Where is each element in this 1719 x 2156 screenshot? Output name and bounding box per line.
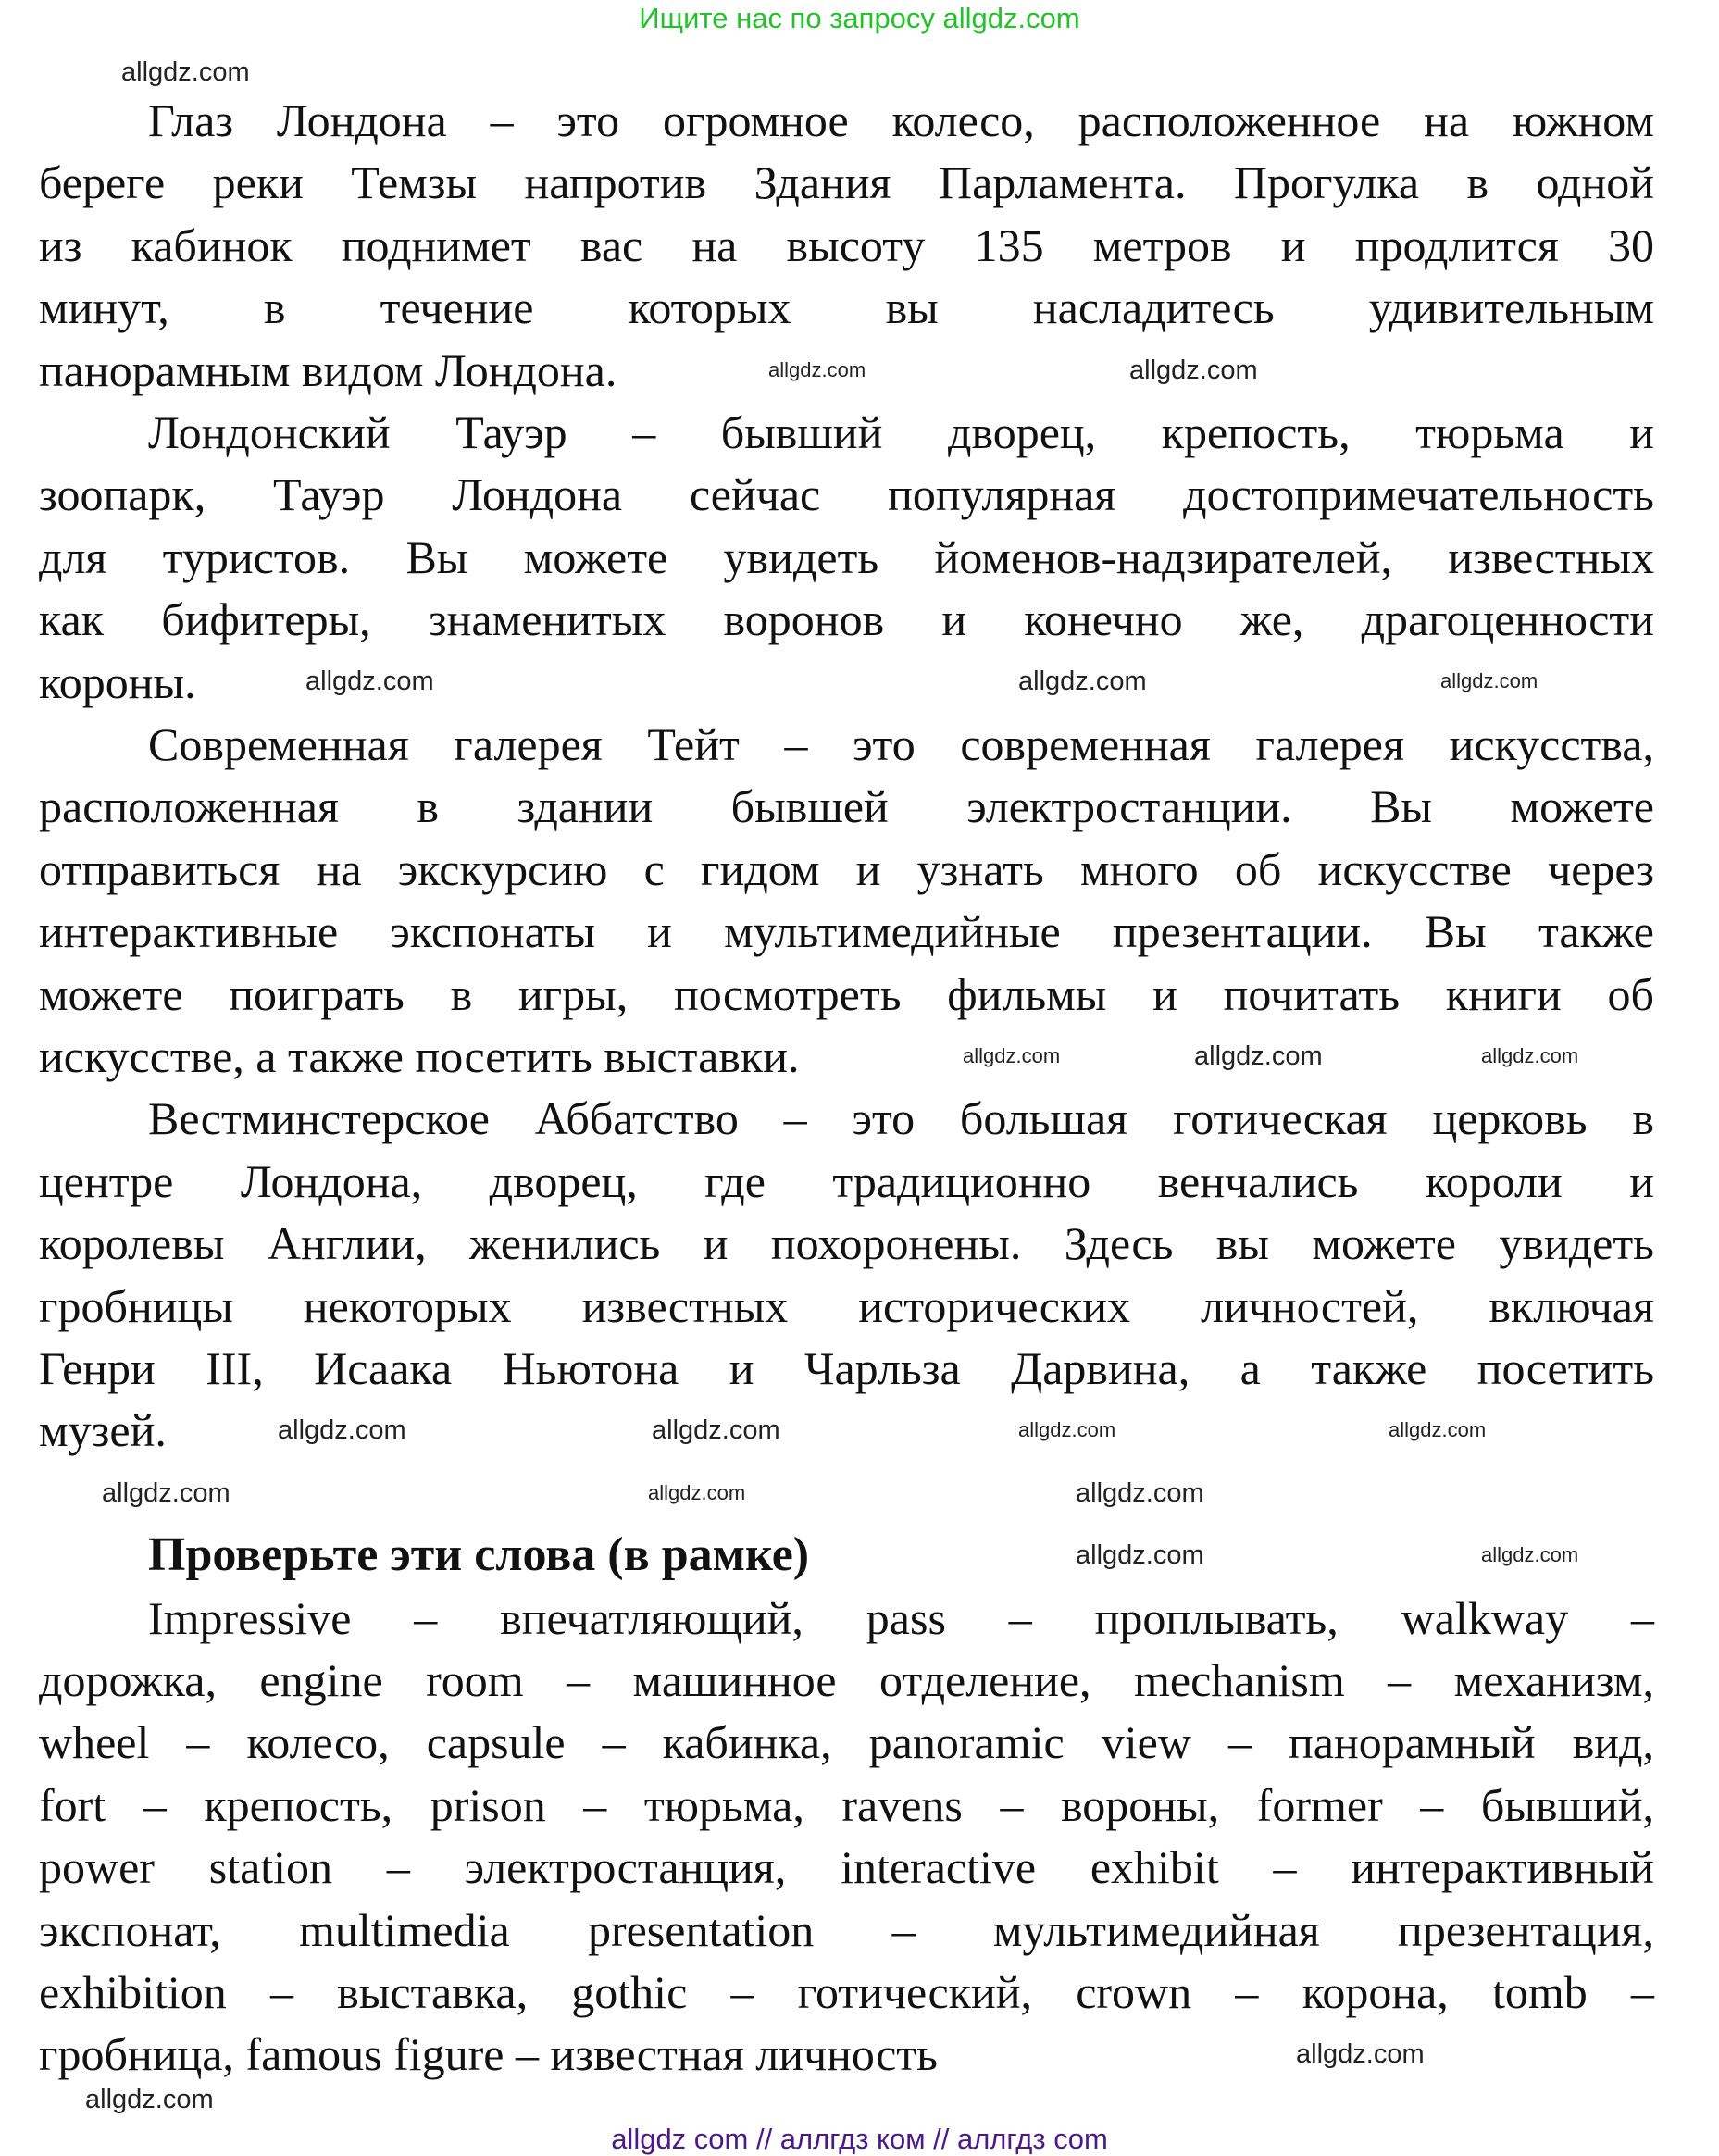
watermark: allgdz.com bbox=[1389, 1418, 1487, 1441]
paragraph-line: расположенная в здании бывшей электростанции. Вы можете bbox=[39, 780, 1654, 833]
vocab-line: гробница, famous figure – известная личность bbox=[39, 2028, 938, 2081]
vocab-line: exhibition – выставка, gothic – готический, crown – корона, tomb – bbox=[39, 1966, 1654, 2018]
watermark: allgdz.com bbox=[278, 1415, 406, 1445]
watermark: allgdz.com bbox=[768, 358, 866, 381]
paragraph-line: можете поиграть в игры, посмотреть фильмы и почитать книги об bbox=[39, 967, 1654, 1020]
paragraph-line: минут, в течение которых вы насладитесь удивительным bbox=[39, 281, 1654, 334]
watermark: allgdz.com bbox=[121, 57, 250, 87]
watermark: allgdz.com bbox=[1194, 1041, 1323, 1071]
paragraph-line: Современная галерея Тейт – это современная галерея искусства, bbox=[148, 718, 1654, 770]
watermark: allgdz.com bbox=[648, 1481, 746, 1504]
bottom-banner: allgdz com // аллгдз ком // аллгдз com bbox=[611, 2123, 1108, 2155]
paragraph-line: искусстве, а также посетить выставки. bbox=[39, 1030, 800, 1082]
paragraph-line: гробницы некоторых известных исторических личностей, включая bbox=[39, 1279, 1654, 1332]
watermark: allgdz.com bbox=[963, 1044, 1061, 1067]
watermark: allgdz.com bbox=[305, 667, 434, 696]
paragraph-line: короны. bbox=[39, 655, 196, 708]
watermark: allgdz.com bbox=[1440, 669, 1538, 692]
watermark: allgdz.com bbox=[652, 1415, 780, 1445]
watermark: allgdz.com bbox=[1129, 355, 1258, 385]
watermark: allgdz.com bbox=[85, 2085, 214, 2114]
paragraph-line: как бифитеры, знаменитых воронов и конечно же, драгоценности bbox=[39, 593, 1654, 646]
paragraph-line: Генри III, Исаака Ньютона и Чарльза Дарвина, а также посетить bbox=[39, 1342, 1654, 1394]
paragraph-line: Вестминстерское Аббатство – это большая готическая церковь в bbox=[148, 1092, 1654, 1145]
top-banner: Ищите нас по запросу allgdz.com bbox=[639, 2, 1080, 34]
vocab-heading: Проверьте эти слова (в рамке) bbox=[148, 1528, 810, 1582]
paragraph-line: Лондонский Тауэр – бывший дворец, крепость, тюрьма и bbox=[148, 406, 1654, 458]
paragraph-line: центре Лондона, дворец, где традиционно венчались короли и bbox=[39, 1154, 1654, 1207]
watermark: allgdz.com bbox=[1296, 2039, 1425, 2069]
paragraph-line: музей. bbox=[39, 1404, 167, 1457]
vocab-line: Impressive – впечатляющий, pass – проплывать, walkway – bbox=[148, 1591, 1654, 1644]
paragraph-line: для туристов. Вы можете увидеть йоменов-надзирателей, известных bbox=[39, 530, 1654, 583]
paragraph-line: панорамным видом Лондона. bbox=[39, 343, 617, 396]
paragraph-line: отправиться на экскурсию с гидом и узнать много об искусстве через bbox=[39, 842, 1654, 895]
paragraph-line: из кабинок поднимет вас на высоту 135 метров и продлится 30 bbox=[39, 218, 1654, 271]
vocab-line: fort – крепость, prison – тюрьма, ravens – вороны, former – бывший, bbox=[39, 1778, 1654, 1831]
watermark: allgdz.com bbox=[1076, 1478, 1204, 1508]
paragraph-line: береге реки Темзы напротив Здания Парламента. Прогулка в одной bbox=[39, 156, 1654, 209]
paragraph-line: зоопарк, Тауэр Лондона сейчас популярная достопримечательность bbox=[39, 468, 1654, 521]
watermark: allgdz.com bbox=[102, 1478, 230, 1508]
paragraph-line: интерактивные экспонаты и мультимедийные презентации. Вы также bbox=[39, 905, 1654, 958]
vocab-line: wheel – колесо, capsule – кабинка, panoramic view – панорамный вид, bbox=[39, 1716, 1654, 1769]
vocab-line: экспонат, multimedia presentation – мультимедийная презентация, bbox=[39, 1903, 1654, 1956]
vocab-line: power station – электростанция, interactive exhibit – интерактивный bbox=[39, 1841, 1654, 1894]
watermark: allgdz.com bbox=[1481, 1044, 1579, 1067]
paragraph-line: королевы Англии, женились и похоронены. Здесь вы можете увидеть bbox=[39, 1217, 1654, 1270]
watermark: allgdz.com bbox=[1018, 667, 1147, 696]
watermark: allgdz.com bbox=[1018, 1418, 1116, 1441]
watermark: allgdz.com bbox=[1481, 1543, 1579, 1566]
vocab-line: дорожка, engine room – машинное отделение, mechanism – механизм, bbox=[39, 1654, 1654, 1706]
paragraph-line: Глаз Лондона – это огромное колесо, расположенное на южном bbox=[148, 94, 1654, 146]
watermark: allgdz.com bbox=[1076, 1540, 1204, 1570]
